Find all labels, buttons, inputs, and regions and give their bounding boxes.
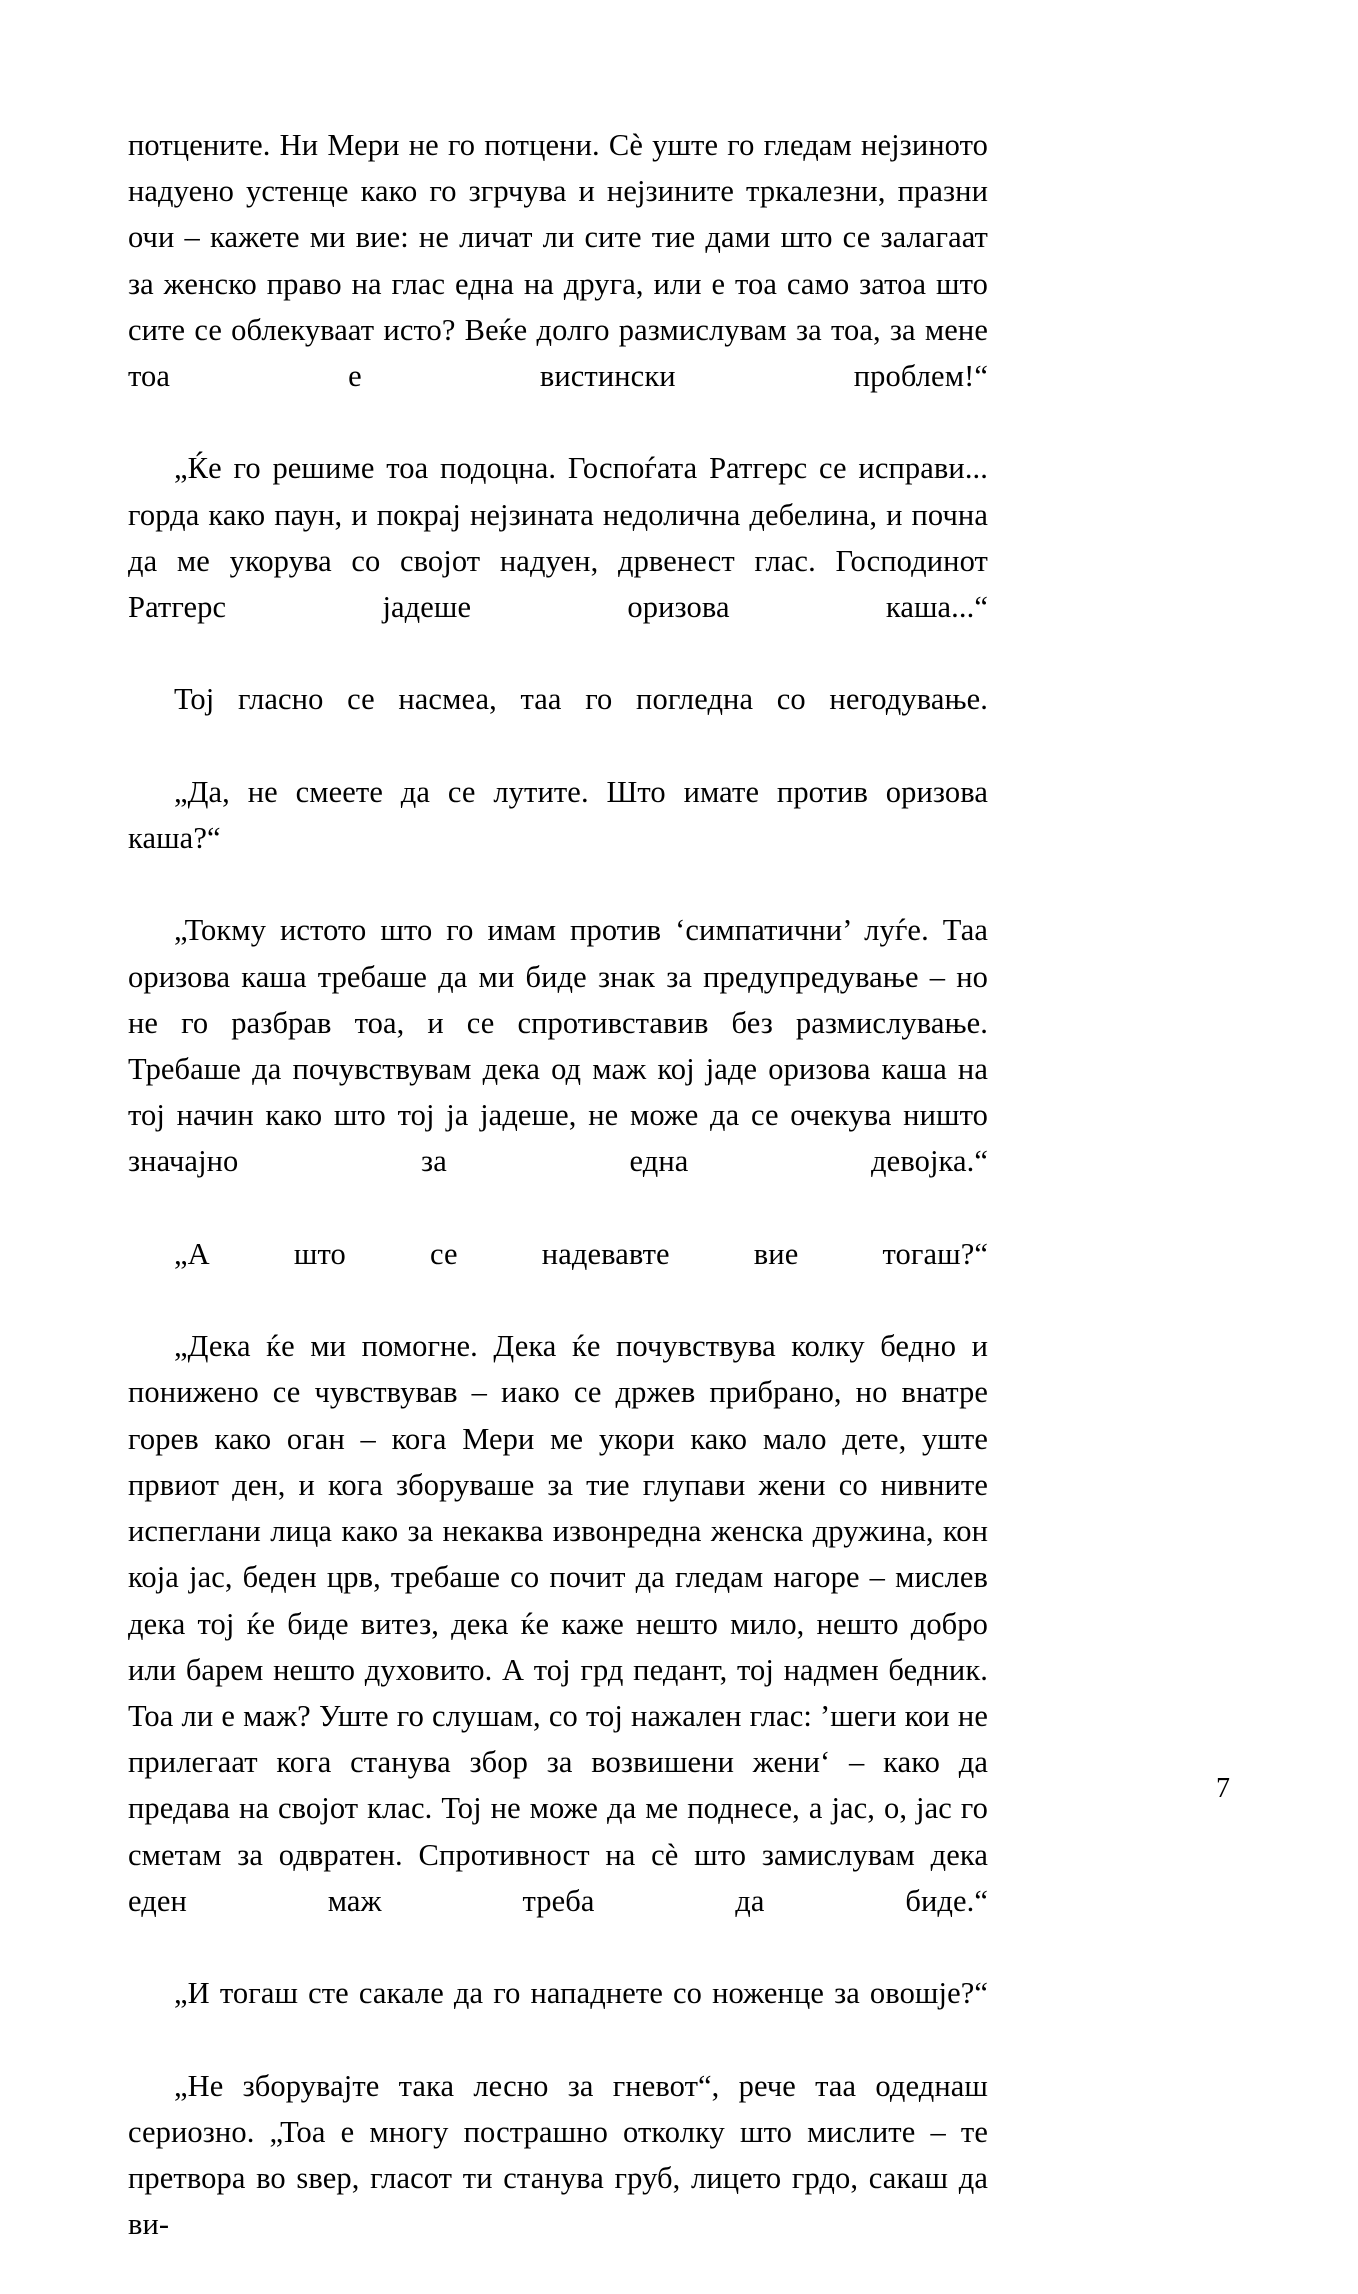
page-text-body [128,122,988,2294]
paragraph: потцените. Ни Мери не го потцени. Сѐ уште го гледам нејзиното надуено устенце како го згрчува и нејзините тркалезни, празни очи – кажете ми вие: не личат ли сите тие дами што се залагаат за женско право на глас една на друга, или е тоа само затоа што сите се облекуваат исто? Веќе долго размислувам за тоа, за мене тоа е вистински проблем!“ [128,128,988,394]
paragraph: „Дека ќе ми помогне. Дека ќе почувствува колку бедно и понижено се чувствував – иако се држев прибрано, но внатре горев како оган – кога Мери ме укори како мало дете, уште првиот ден, и кога зборуваше за тие глупави жени со нивните испеглани лица како за некаква извонредна женска дружина, кон која јас, беден црв, требаше со почит да гледам нагоре – мислев дека тој ќе биде витез, дека ќе каже нешто мило, нешто добро или барем нешто духовито. А тој грд педант, тој надмен бедник. Тоа ли е маж? Уште го слушам, со тој нажален глас: ’шеги кои не прилегаат кога станува збор за возвишени жени‘ – како да предава на својот клас. Тој не може да ме поднесе, а јас, о, јас го сметам за одвратен. Спротивност на сѐ што замислувам дека еден маж треба да биде.“ [128,1329,988,1918]
paragraph: „Не зборувајте така лесно за гневот“, рече таа одеднаш сериозно. „Тоа е многу пострашно отколку што мислите – те претвора во ѕвер, гласот ти станува груб, лицето грдо, сакаш да ви- [128,2068,988,2242]
page-number: 7 [1216,1773,1230,1804]
paragraph: Тој гласно се насмеа, таа го погледна со негодување. [174,682,988,717]
paragraph: „Ќе го решиме тоа подоцна. Госпоѓата Ратгерс се исправи... горда како паун, и покрај нејзината недолична дебелина, и почна да ме укорува со својот надуен, дрвенест глас. Господинот Ратгерс јадеше оризова каша...“ [128,451,988,625]
paragraph: „А што се надевавте вие тогаш?“ [174,1236,988,1271]
paragraph: „Токму истото што го имам против ‘симпатични’ луѓе. Таа оризова каша требаше да ми биде знак за предупредување – но не го разбрав тоа, и се спротивставив без размислување. Требаше да почувствувам дека од маж кој јаде оризова каша на тој начин како што тој ја јадеше, не може да се очекува ништо значајно за една девојка.“ [128,913,988,1179]
paragraph: „И тогаш сте сакале да го нападнете со ноженце за овошје?“ [174,1976,988,2011]
paragraph: „Да, не смеете да се лутите. Што имате против оризова каша?“ [128,774,988,856]
